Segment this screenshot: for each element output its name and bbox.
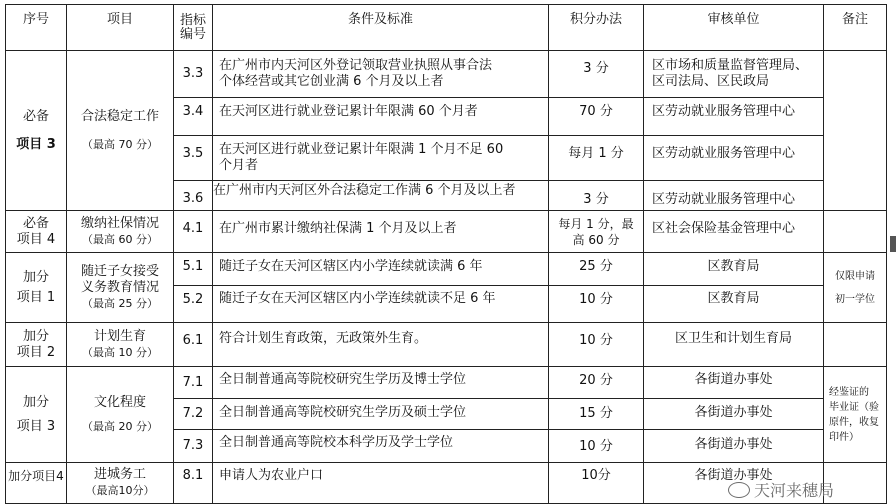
row-condition: 随迁子女在天河区辖区内小学连续就读不足 6 年 <box>219 291 496 306</box>
row-score: 20 分 <box>579 373 613 388</box>
row-condition: 随迁子女在天河区辖区内小学连续就读满 6 年 <box>219 259 483 274</box>
row-score: 10 分 <box>579 439 613 454</box>
row-score: 10分 <box>581 468 611 483</box>
item-name: 进城务工 <box>93 467 146 482</box>
scrollbar-thumb[interactable] <box>890 236 896 252</box>
item-max: （最高 25 分） <box>82 296 158 310</box>
header-seq: 序号 <box>22 12 49 27</box>
score-line: 高 60 分 <box>572 232 620 247</box>
condition-line: 个月者 <box>219 158 259 173</box>
row-code: 7.1 <box>182 374 204 390</box>
note-line: 毕业证（验 <box>829 401 879 413</box>
row-score: 10 分 <box>579 292 613 307</box>
row-condition: 在天河区进行就业登记累计年限满 60 个月者 <box>219 103 478 119</box>
item-name: 义务教育情况 <box>80 279 159 295</box>
seq-line: 项目 3 <box>16 136 56 152</box>
note-line: 仅限申请 <box>835 270 875 282</box>
row-score: 3 分 <box>583 61 609 76</box>
seq-line: 加分 <box>22 328 49 344</box>
group-seq <box>6 367 66 462</box>
row-unit: 区社会保险基金管理中心 <box>652 221 796 236</box>
condition-line: 在天河区进行就业登记累计年限满 1 个月不足 60 <box>219 142 504 157</box>
row-score: 10 分 <box>579 333 613 348</box>
row-condition: 全日制普通高等院校研究生学历及博士学位 <box>219 372 467 387</box>
item-name: 计划生育 <box>93 328 146 344</box>
row-unit: 区劳动就业服务管理中心 <box>652 146 796 161</box>
row-code: 3.4 <box>182 103 204 119</box>
row-code: 8.1 <box>182 468 204 483</box>
row-condition <box>213 136 548 180</box>
item-name: 合法稳定工作 <box>80 108 159 124</box>
header-conditions: 条件及标准 <box>347 12 413 27</box>
row-unit <box>644 51 823 97</box>
row-condition <box>213 51 548 97</box>
group-item <box>67 323 173 366</box>
seq-line: 项目 2 <box>16 344 56 360</box>
seq-line: 项目 3 <box>16 418 56 434</box>
row-code: 7.3 <box>182 438 204 453</box>
note-line: 经鉴证的 <box>829 386 869 398</box>
group-seq <box>6 211 66 252</box>
item-name: 文化程度 <box>93 394 146 410</box>
row-code: 3.5 <box>182 146 204 161</box>
row-unit: 区卫生和计划生育局 <box>674 331 792 346</box>
note-diploma-verification <box>826 367 886 462</box>
group-item <box>67 211 173 252</box>
header-scoring: 积分办法 <box>569 12 622 27</box>
item-max: （最高10分） <box>85 484 155 497</box>
row-condition: 申请人为农业户口 <box>219 468 324 483</box>
item-max: （最高 10 分） <box>82 345 158 359</box>
row-code: 3.6 <box>182 190 204 206</box>
row-code: 6.1 <box>182 333 204 348</box>
row-score: 每月 1 分 <box>568 146 624 161</box>
group-seq <box>6 323 66 366</box>
row-code: 3.3 <box>182 66 204 81</box>
unit-line: 区市场和质量监督管理局、 <box>652 58 809 73</box>
group-item <box>67 463 173 503</box>
group-item <box>67 253 173 322</box>
header-note: 备注 <box>841 12 868 27</box>
row-unit: 各街道办事处 <box>694 372 773 387</box>
row-unit: 区教育局 <box>707 259 760 274</box>
item-name: 随迁子女接受 <box>80 263 159 279</box>
row-score: 70 分 <box>579 103 613 119</box>
seq-line: 加分 <box>22 394 49 410</box>
group-seq <box>6 253 66 322</box>
row-condition: 在广州市内天河区外合法稳定工作满 6 个月及以上者 <box>213 183 516 198</box>
condition-line: 在广州市内天河区外登记领取营业执照从事合法 <box>219 58 493 73</box>
group-seq: 加分项目4 <box>8 469 64 483</box>
row-unit: 各街道办事处 <box>694 405 773 420</box>
row-score: 3 分 <box>583 191 609 207</box>
seq-line: 项目 1 <box>16 289 56 305</box>
seq-line: 加分 <box>22 269 49 285</box>
row-unit: 各街道办事处 <box>694 468 773 483</box>
condition-line: 个体经营或其它创业满 6 个月及以上者 <box>219 74 444 89</box>
note-line: 初一学位 <box>835 293 875 305</box>
row-code: 4.1 <box>182 221 204 236</box>
seq-line: 必备 <box>22 108 49 124</box>
item-max: （最高 20 分） <box>82 419 158 433</box>
row-unit: 区劳动就业服务管理中心 <box>652 191 796 207</box>
item-name: 缴纳社保情况 <box>80 215 159 231</box>
note-line: 原件，收复 <box>829 416 879 428</box>
seq-line: 项目 4 <box>16 231 56 247</box>
unit-line: 区司法局、区民政局 <box>652 74 770 89</box>
row-condition: 符合计划生育政策，无政策外生育。 <box>219 331 428 346</box>
row-code: 5.2 <box>182 292 204 307</box>
row-score <box>549 211 643 252</box>
note-education-enrollment <box>824 253 886 322</box>
row-unit: 各街道办事处 <box>694 437 773 452</box>
note-line: 印件） <box>829 431 859 443</box>
row-score: 25 分 <box>579 259 613 274</box>
row-code: 5.1 <box>182 259 204 274</box>
row-unit: 区劳动就业服务管理中心 <box>652 103 796 119</box>
row-condition: 全日制普通高等院校研究生学历及硕士学位 <box>219 405 467 420</box>
header-item: 项目 <box>106 12 133 27</box>
header-review-unit: 审核单位 <box>707 12 760 27</box>
group-item <box>67 367 173 462</box>
watermark <box>728 478 834 501</box>
seq-line: 必备 <box>22 215 49 231</box>
item-max: （最高 60 分） <box>82 232 158 246</box>
wechat-bubble-icon <box>728 482 750 498</box>
row-unit: 区教育局 <box>707 291 760 306</box>
group-item <box>67 51 173 210</box>
row-code: 7.2 <box>182 406 204 421</box>
row-condition: 在广州市累计缴纳社保满 1 个月及以上者 <box>219 221 457 236</box>
item-max: （最高 70 分） <box>82 137 158 151</box>
row-score: 15 分 <box>579 406 613 421</box>
score-line: 每月 1 分，最 <box>558 216 634 231</box>
header-code: 指标编号 <box>179 12 206 42</box>
row-condition: 全日制普通高等院校本科学历及学士学位 <box>219 435 454 450</box>
watermark-text: 天河来穗局 <box>754 481 835 500</box>
group-seq <box>6 51 66 210</box>
